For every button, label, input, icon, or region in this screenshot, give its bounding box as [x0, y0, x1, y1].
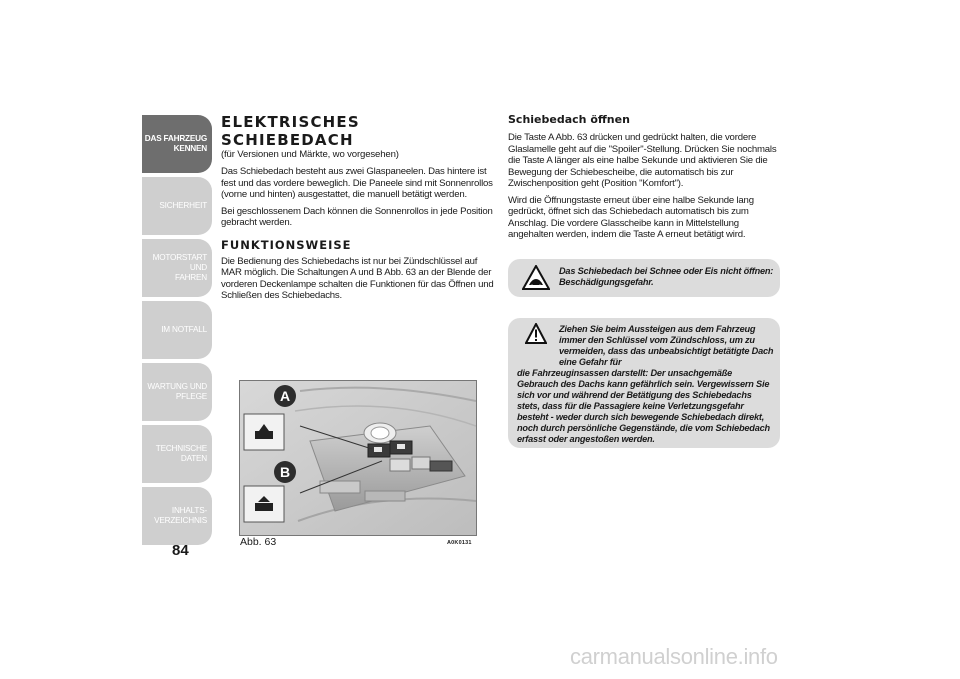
tab-label: TECHNISCHE DATEN	[155, 444, 207, 463]
tab-label: IM NOTFALL	[161, 325, 207, 334]
paragraph: Wird die Öffnungstaste erneut über eine halbe Sekunde lang gedrückt, öffnet sich das Schiebedach automatisch bis zum Anschlag. Die vordere Glasscheibe kann in Mittelstellung angehalten werden, indem die Taste A erneut betätigt wird.	[508, 194, 754, 240]
paragraph: Bei geschlossenem Dach können die Sonnenrollos in jede Position gebracht werden.	[221, 205, 493, 228]
tab-label: WARTUNG UND PFLEGE	[147, 382, 207, 401]
tab-label: INHALTS- VERZEICHNIS	[154, 506, 207, 525]
tab-label: SICHERHEIT	[159, 201, 207, 210]
warning-note	[508, 318, 780, 448]
section-heading: FUNKTIONSWEISE	[221, 237, 352, 252]
car-roof-warning-icon	[522, 265, 550, 296]
label-b: B	[279, 464, 291, 480]
note-text-lead: Ziehen Sie beim Aussteigen aus dem Fahrzeug immer den Schlüssel vom Zündschloss, um zu vermeiden, dass das unbeabsichtigt betätigte Dach eine Gefahr für	[559, 324, 774, 367]
ceiling-panel-illustration	[240, 381, 476, 535]
label-b-badge	[274, 461, 296, 483]
paragraph: Die Taste A Abb. 63 drücken und gedrückt halten, die vordere Glaslamelle geht auf die "Spoiler"-Stellung. Drücken Sie nochmals die Taste A länger als eine halbe Sekunde und aktivieren Sie die Bewegung der Schiebescheibe, die automatisch bis zur Zwischenposition geht (Position "Komfort").	[508, 132, 777, 189]
tab-technische-daten[interactable]	[142, 425, 212, 483]
tab-label: MOTORSTART UND FAHREN	[152, 253, 207, 282]
note-text: Das Schiebedach bei Schnee oder Eis nicht öffnen: Beschädigungsgefahr.	[559, 266, 774, 287]
label-a: A	[279, 388, 291, 404]
label-a-badge	[274, 385, 296, 407]
caution-note	[508, 259, 780, 297]
subtitle: (für Versionen und Märkte, wo vorgesehen)	[221, 149, 399, 160]
watermark: carmanualsonline.info	[570, 644, 778, 669]
figure-code: A0K0131	[447, 540, 472, 546]
page-number: 84	[172, 542, 189, 559]
page-title: ELEKTRISCHES SCHIEBEDACH	[221, 113, 360, 149]
left-column	[221, 113, 496, 307]
subsection-heading: Schiebedach öffnen	[508, 113, 630, 126]
note-text-rest: die Fahrzeuginsassen darstellt: Der unsachgemäße Gebrauch des Dachs kann gefährlich sein. Vergewissern Sie sich vor und während der Betätigung des Schiebedachs stets, dass für die Passagiere keine Verletzungsgefahr besteht - weder durch sich bewegende Schiebedach direkt, noch durch persönliche Gegenstände, die vom Schiebedach erfasst oder angestoßen werden.	[517, 368, 770, 444]
figure-caption: Abb. 63	[240, 536, 277, 548]
tab-label: DAS FAHRZEUG KENNEN	[144, 134, 207, 153]
note-text	[517, 324, 775, 445]
tab-im-notfall[interactable]	[142, 301, 212, 359]
tab-sicherheit[interactable]	[142, 177, 212, 235]
paragraph: Die Bedienung des Schiebedachs ist nur bei Zündschlüssel auf MAR möglich. Die Schaltungen A und B Abb. 63 an der Blende der vorderen Deckenlampe schalten die Funktionen für das Öffnen und Schließen des Schiebedachs.	[221, 255, 494, 301]
right-column	[508, 113, 780, 246]
tab-motorstart-und-fahren[interactable]	[142, 239, 212, 297]
roof-control-figure	[239, 380, 477, 536]
paragraph: Das Schiebedach besteht aus zwei Glaspaneelen. Das hintere ist fest und das vordere beweglich. Die Paneele sind mit Sonnenrollos (vorne und hinten) ausgestattet, die manuell betätigt werden.	[221, 166, 493, 200]
tab-das-fahrzeug-kennen[interactable]	[142, 115, 212, 173]
tab-wartung-und-pflege[interactable]	[142, 363, 212, 421]
tab-inhaltsverzeichnis[interactable]	[142, 487, 212, 545]
